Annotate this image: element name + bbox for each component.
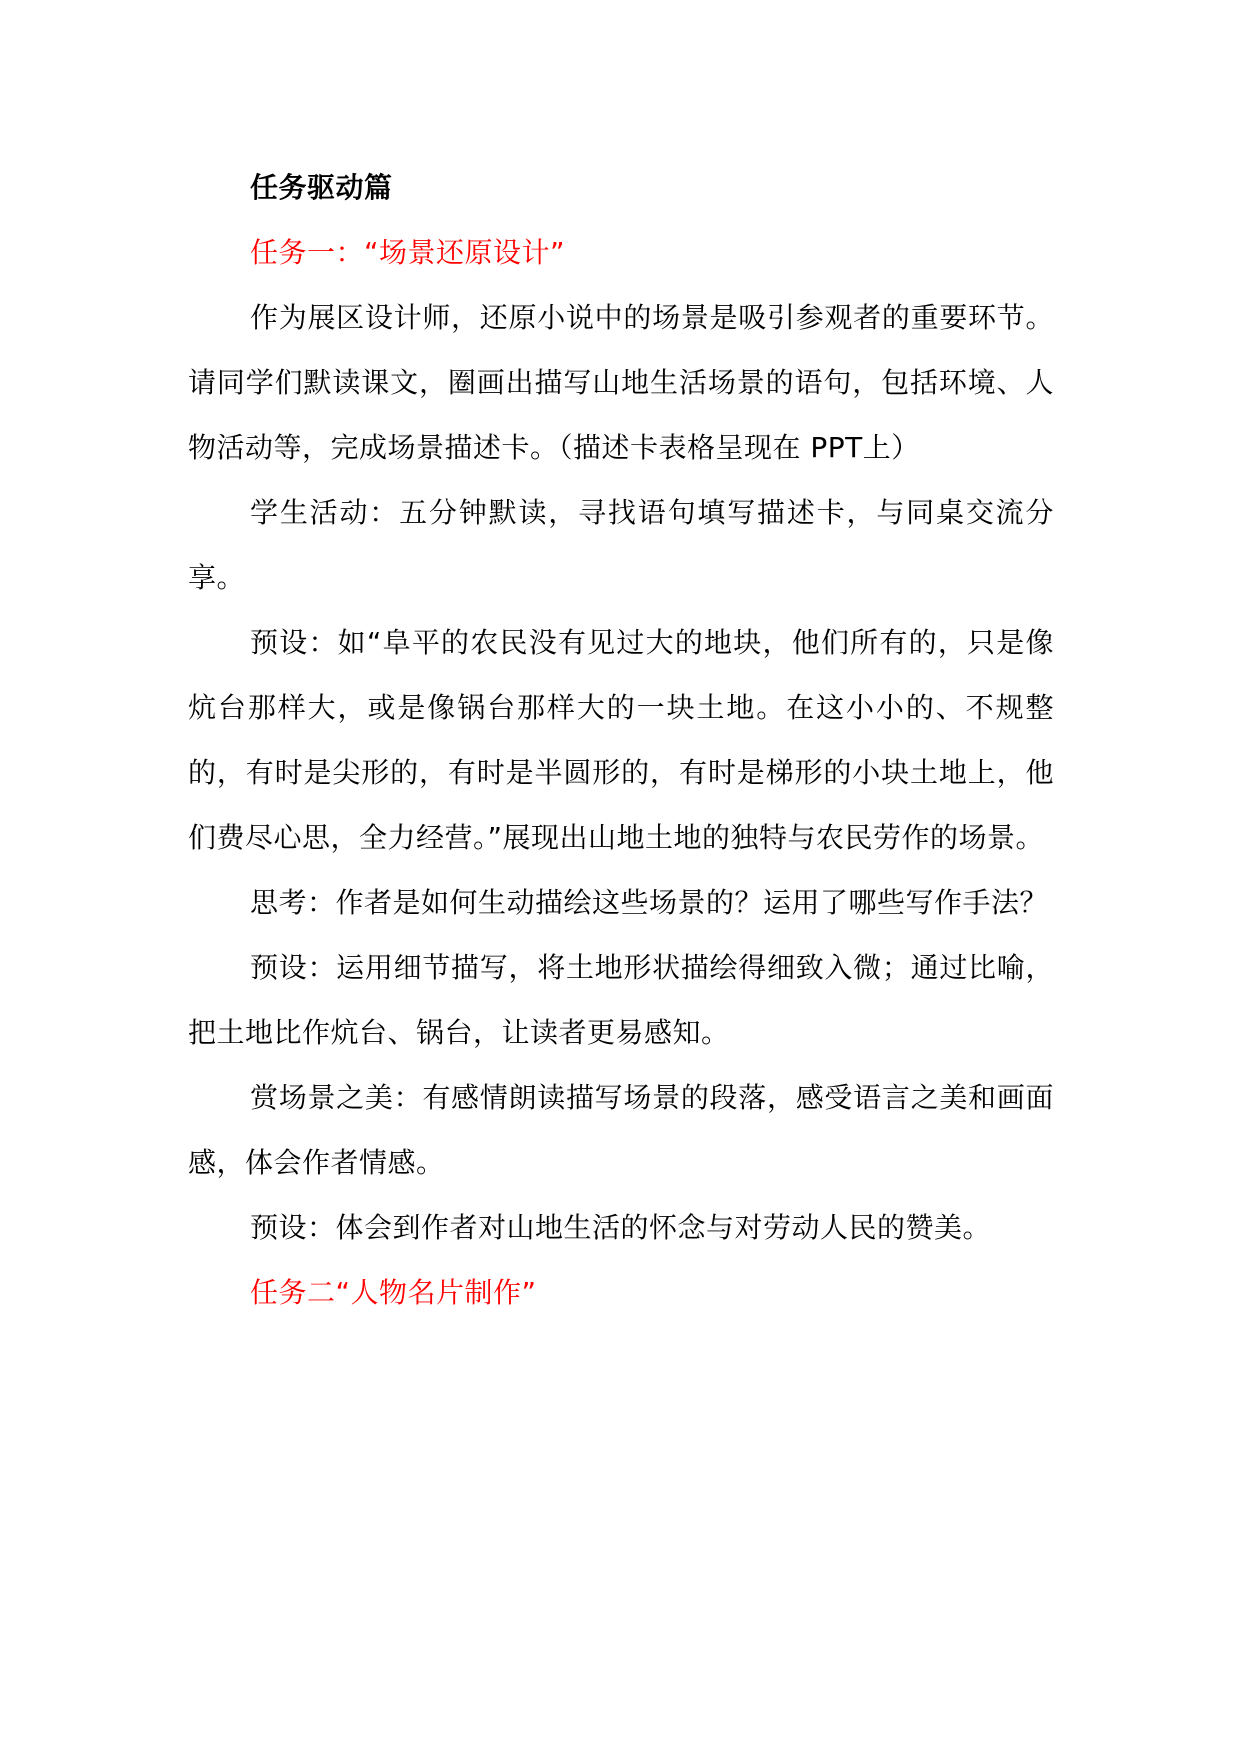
document-body [188,155,1054,1325]
preset-paragraph-1: 预设：如“阜平的农民没有见过大的地块，他们所有的，只是像炕台那样大，或是像锅台那样大的一块土地。在这小小的、不规整的，有时是尖形的，有时是半圆形的，有时是梯形的小块土地上，他们费尽心思，全力经营。”展现出山地土地的独特与农民劳作的场景。 [188,626,1054,854]
appreciation-paragraph: 赏场景之美：有感情朗读描写场景的段落，感受语言之美和画面感，体会作者情感。 [188,1081,1054,1179]
section-title: 任务驱动篇 [250,171,393,204]
task-two-title: 任务二“人物名片制作” [250,1276,537,1309]
preset-paragraph-3: 预设：体会到作者对山地生活的怀念与对劳动人民的赞美。 [250,1211,992,1244]
intro-paragraph: 作为展区设计师，还原小说中的场景是吸引参观者的重要环节。请同学们默读课文，圈画出描写山地生活场景的语句，包括环境、人物活动等，完成场景描述卡。（描述卡表格呈现在 PPT上） [188,301,1054,464]
thinking-paragraph: 思考：作者是如何生动描绘这些场景的？运用了哪些写作手法？ [250,886,1049,919]
task-one-title: 任务一：“场景还原设计” [250,236,566,269]
preset-paragraph-2: 预设：运用细节描写，将土地形状描绘得细致入微；通过比喻，把土地比作炕台、锅台，让读者更易感知。 [188,951,1054,1049]
student-activity-paragraph: 学生活动：五分钟默读，寻找语句填写描述卡，与同桌交流分享。 [188,496,1054,594]
